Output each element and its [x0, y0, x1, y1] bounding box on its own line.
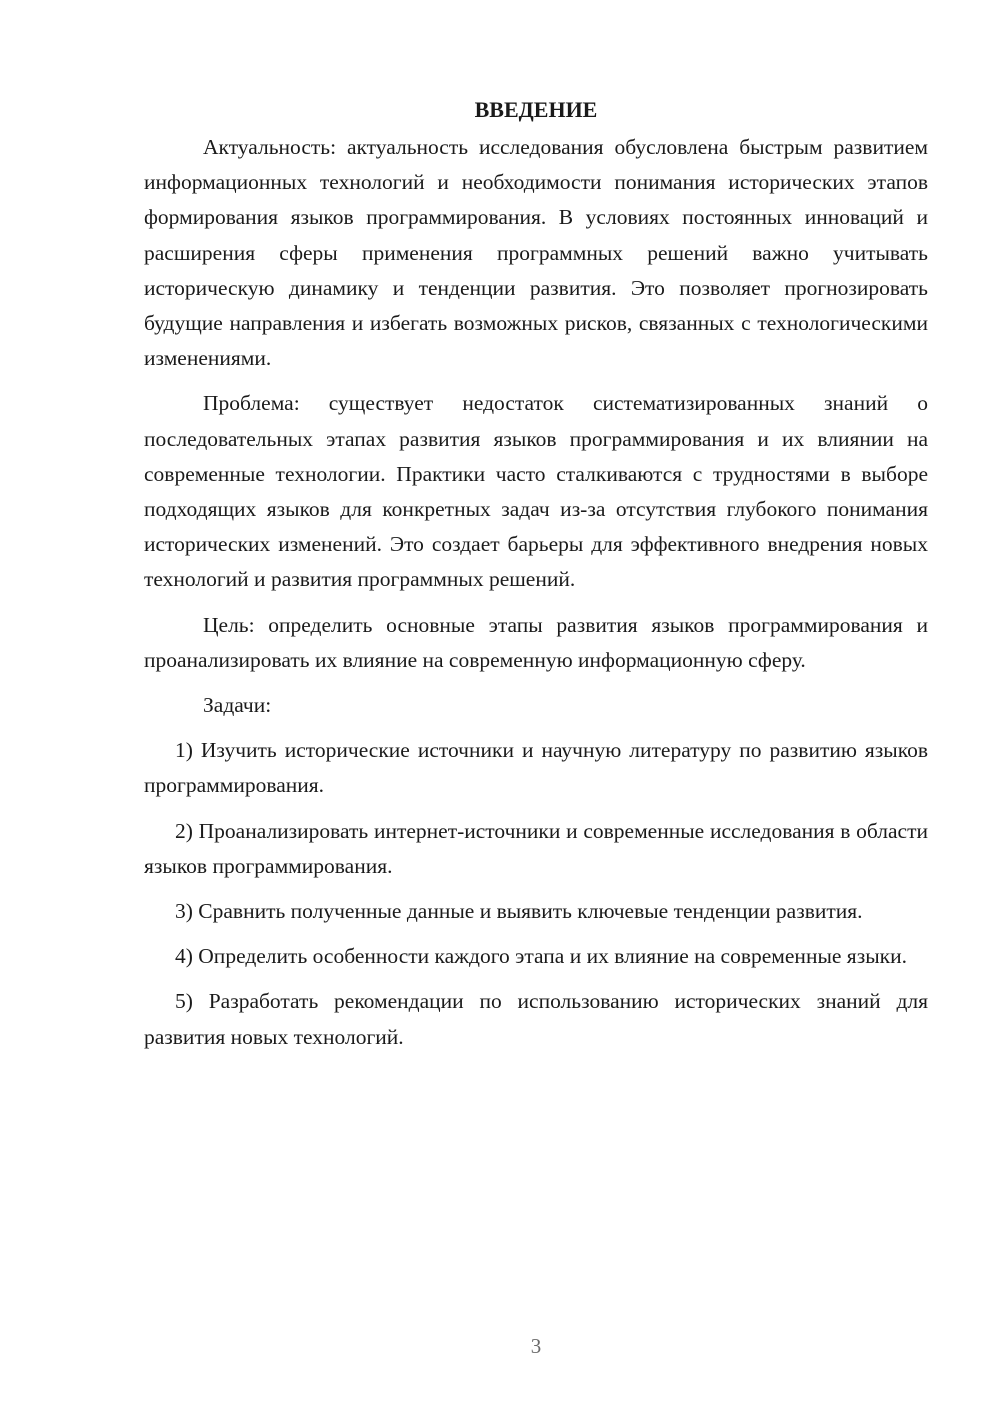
task-item-3: 3) Сравнить полученные данные и выявить ключевые тенденции развития.: [175, 899, 863, 924]
tasks-label: Задачи:: [203, 693, 272, 718]
task-item-4: 4) Определить особенности каждого этапа и их влияние на современные языки.: [175, 944, 907, 969]
task-item-5: 5) Разработать рекомендации по использованию исторических знаний для развития новых технологий.: [144, 989, 928, 1049]
task-item-2: 2) Проанализировать интернет-источники и современные исследования в области языков программирования.: [144, 818, 928, 878]
paragraph-problem: Проблема: существует недостаток систематизированных знаний о последовательных этапах развития языков программирования и их влиянии на современные технологии. Практики часто сталкиваются с трудностями в выборе подходящих языков для конкретных задач из-за отсутствия глубокого понимания исторических изменений. Это создает барьеры для эффективного внедрения новых технологий и развития программных решений.: [144, 391, 928, 592]
paragraph-goal: Цель: определить основные этапы развития языков программирования и проанализировать их влияние на современную информационную сферу.: [144, 612, 928, 672]
section-heading: ВВЕДЕНИЕ: [474, 97, 598, 122]
page-number: 3: [530, 1334, 542, 1358]
paragraph-relevance: Актуальность: актуальность исследования обусловлена быстрым развитием информационных технологий и необходимости понимания исторических этапов формирования языков программирования. В условиях постоянных инноваций и расширения сферы применения программных решений важно учитывать историческую динамику и тенденции развития. Это позволяет прогнозировать будущие направления и избегать возможных рисков, связанных с технологическими изменениями.: [144, 135, 928, 371]
task-item-1: 1) Изучить исторические источники и научную литературу по развитию языков программирования.: [144, 738, 928, 798]
document-page: [144, 92, 928, 1065]
